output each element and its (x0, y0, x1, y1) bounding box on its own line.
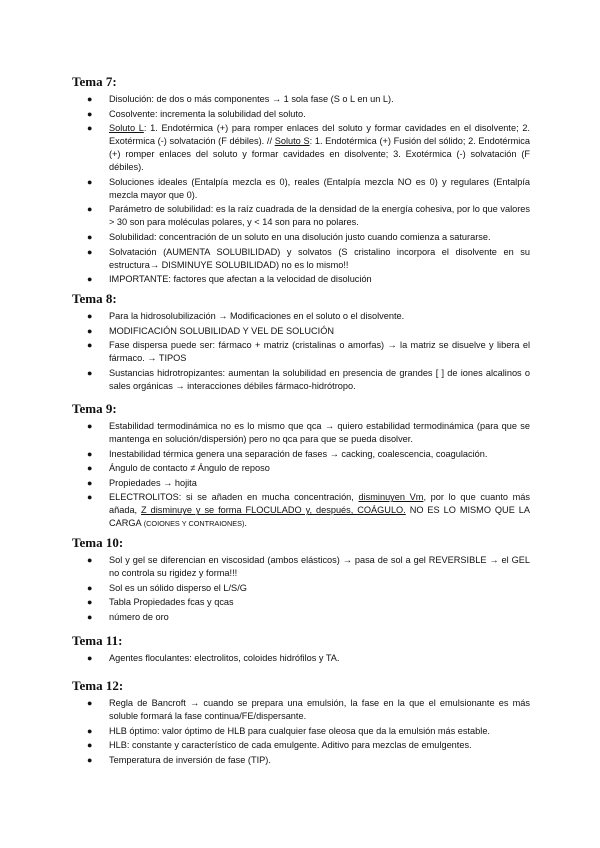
bullet-icon: ● (87, 94, 93, 104)
section-title: Tema 8: (72, 291, 117, 306)
bullet-icon: ● (87, 725, 93, 736)
list-item: ● Cosolvente: incrementa la solubilidad del soluto. (87, 108, 306, 119)
bullet-icon: ● (87, 698, 93, 708)
list-item: ● Fase dispersa puede ser: fármaco + matriz (cristalinas o amorfas) → la matriz se disuelve y libera el fármaco. → TIPOS (87, 340, 530, 364)
bullet-icon: ● (87, 611, 93, 622)
list-item: ● Ángulo de contacto ≠ Ángulo de reposo (87, 463, 270, 474)
bullet-list (72, 697, 530, 767)
bullet-icon: ● (87, 311, 93, 321)
bullet-icon: ● (87, 367, 93, 378)
section-title: Tema 12: (72, 678, 124, 693)
list-item: ● Agentes floculantes: electrolitos, coloides hidrófilos y TA. (87, 653, 340, 663)
section-tema-8 (72, 291, 530, 393)
bullet-icon: ● (87, 597, 93, 608)
list-item: ● Sustancias hidrotropizantes: aumentan la solubilidad en presencia de grandes [ ] de iones alcalinos o sales orgánicas → interacciones débiles fármaco-hidrótropo. (87, 367, 530, 391)
list-item: ● HLB óptimo: valor óptimo de HLB para cualquier fase oleosa que da la emulsión más estable. (87, 725, 490, 736)
bullet-icon: ● (87, 274, 93, 285)
bullet-icon: ● (87, 325, 93, 336)
bullet-icon: ● (87, 477, 93, 488)
list-item: ● Solubilidad: concentración de un soluto en una disolución justo cuando comienza a saturarse. (87, 231, 491, 242)
list-item: ● Estabilidad termodinámica no es lo mismo que qca → quiero estabilidad termodinámica (para que se mantenga en solución/dispersión) pero no qca para que se pueda disolver. (87, 421, 530, 444)
section-title: Tema 10: (72, 535, 124, 550)
list-item: ● IMPORTANTE: factores que afectan a la velocidad de disolución (87, 274, 372, 285)
bullet-icon: ● (87, 123, 93, 134)
list-item: ● Temperatura de inversión de fase (TIP). (87, 754, 271, 765)
list-item: ● MODIFICACIÓN SOLUBILIDAD Y VEL DE SOLUCIÓN (87, 325, 334, 336)
section-title: Tema 11: (72, 633, 123, 648)
bullet-icon: ● (87, 754, 93, 765)
section-tema-11 (72, 633, 530, 665)
bullet-icon: ● (87, 740, 93, 751)
bullet-icon: ● (87, 421, 93, 431)
list-item: ● ELECTROLITOS: si se añaden en mucha concentración, disminuyen Vm, por lo que cuanto más añada, Z disminuye y se forma FLOCULADO y, después, COÁGULO. NO ES LO MISMO QUE LA CARGA (COIONES Y CONTRAIONES). (87, 492, 530, 529)
list-item: ● Inestabilidad térmica genera una separación de fases → cacking, coalescencia, coagulación. (87, 448, 488, 459)
list-item: ● Propiedades → hojita (87, 477, 197, 488)
bullet-icon: ● (87, 108, 93, 119)
bullet-icon: ● (87, 555, 93, 565)
bullet-icon: ● (87, 492, 93, 503)
bullet-icon: ● (87, 340, 93, 351)
section-tema-9 (72, 401, 530, 530)
bullet-icon: ● (87, 448, 93, 459)
list-item: ● Solvatación (AUMENTA SOLUBILIDAD) y solvatos (S cristalino incorpora el disolvente en su estructura→ DISMINUYE SOLUBILIDAD) no es lo mismo!! (87, 246, 530, 270)
section-tema-10 (72, 535, 530, 624)
bullet-icon: ● (87, 246, 93, 257)
list-item: ● HLB: constante y característico de cada emulgente. Aditivo para mezclas de emulgentes. (87, 740, 472, 751)
list-item: ● Sol es un sólido disperso el L/S/G (87, 582, 247, 593)
list-item: ● Parámetro de solubilidad: es la raíz cuadrada de la densidad de la energía cohesiva, por lo que valores > 30 son para moléculas polares, y < 14 son para no polares. (87, 204, 530, 228)
bullet-list (72, 554, 530, 624)
bullet-icon: ● (87, 582, 93, 593)
list-item: ● Tabla Propiedades fcas y qcas (87, 597, 234, 608)
bullet-list (72, 93, 530, 286)
bullet-list (72, 652, 530, 665)
bullet-icon: ● (87, 176, 93, 187)
list-item: ● Para la hidrosolubilización → Modificaciones en el soluto o el disolvente. (87, 311, 405, 321)
list-item: ● número de oro (87, 611, 169, 622)
bullet-icon: ● (87, 463, 93, 474)
list-item: ● Disolución: de dos o más componentes → 1 sola fase (S o L en un L). (87, 94, 394, 104)
list-item: ● Sol y gel se diferencian en viscosidad (ambos elásticos) → pasa de sol a gel REVERSIBLE → el GEL no controla su rigidez y forma!!! (87, 555, 530, 578)
bullet-icon: ● (87, 653, 93, 663)
list-item: ● Soluto L: 1. Endotérmica (+) para romper enlaces del soluto y formar cavidades en el disolvente; 2. Exotérmica (-) solvatación (F débiles). // Soluto S: 1. Endotérmica (+) Fusión del sólido; 2. Endotérmica (+) romper enlaces del soluto y formar cavidades en disolvente; 3. Exotérmica (-) solvatación (F débiles). (87, 123, 530, 173)
section-tema-12 (72, 678, 530, 767)
list-item: ● Regla de Bancroft → cuando se prepara una emulsión, la fase en la que el emulsionante es más soluble formará la fase continua/FE/dispersante. (87, 698, 530, 721)
bullet-icon: ● (87, 204, 93, 215)
section-tema-7 (72, 74, 530, 286)
section-title: Tema 7: (72, 74, 117, 89)
bullet-list (72, 420, 530, 530)
section-title: Tema 9: (72, 401, 117, 416)
bullet-list (72, 310, 530, 393)
bullet-icon: ● (87, 231, 93, 242)
list-item: ● Soluciones ideales (Entalpía mezcla es 0), reales (Entalpía mezcla NO es 0) y regulares (Entalpía mezcla mayor que 0). (87, 176, 530, 200)
